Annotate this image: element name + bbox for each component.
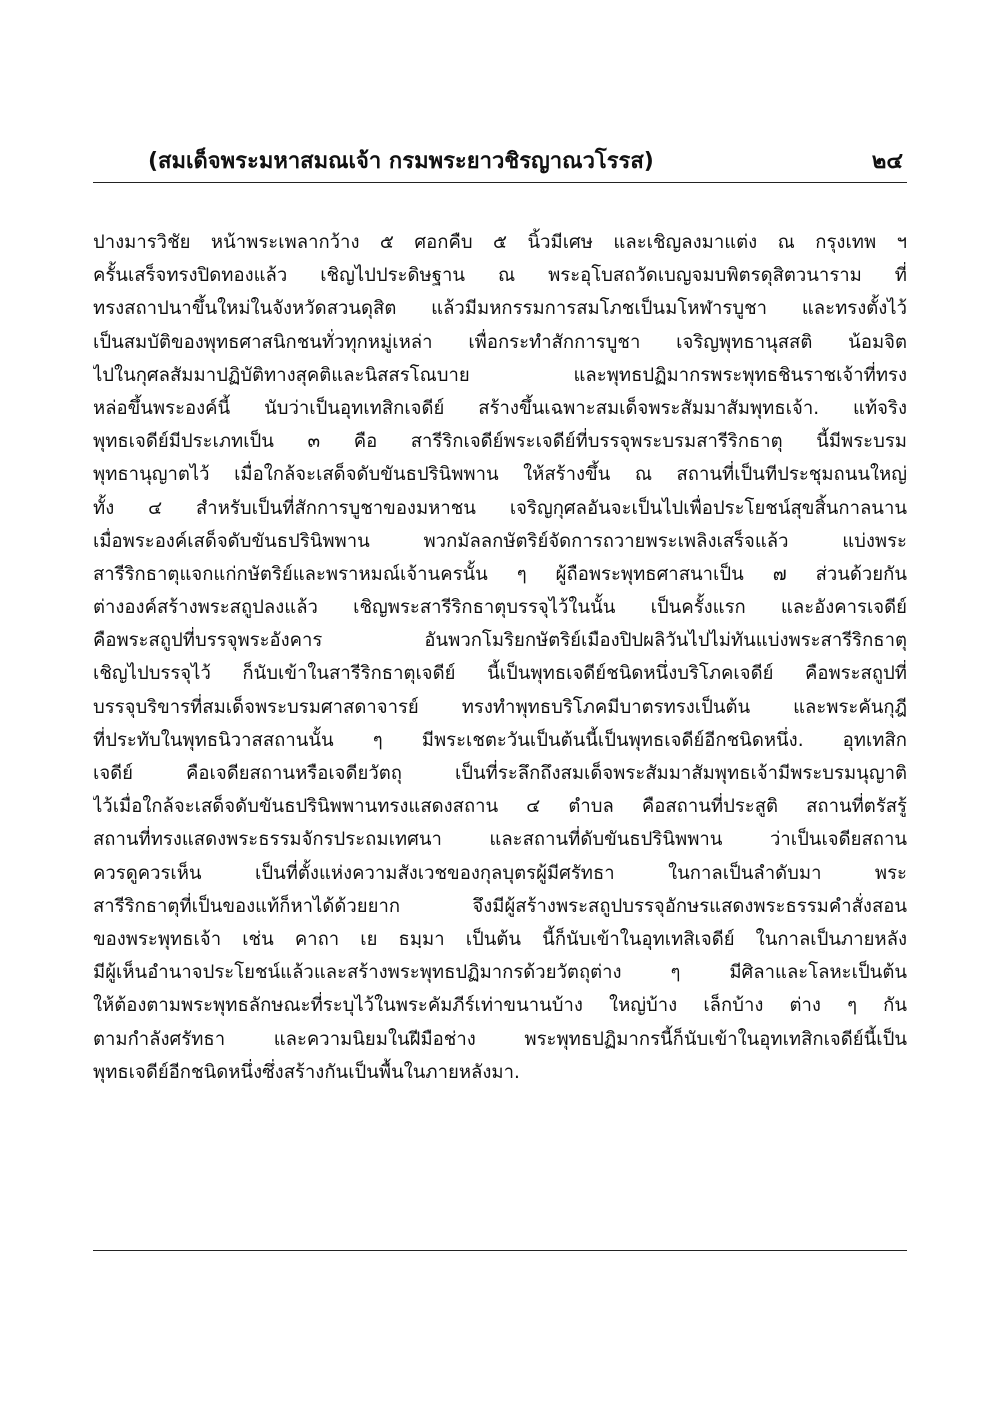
footer-divider <box>93 1250 907 1251</box>
text-line: ตามกำลังศรัทธา และความนิยมในฝีมือช่าง พระพุทธปฏิมากรนี้ก็นับเข้าในอุทเทสิกเจดีย์นี้เป็น <box>93 1028 907 1050</box>
text-line: หล่อขึ้นพระองค์นี้ นับว่าเป็นอุทเทสิกเจดีย์ สร้างขึ้นเฉพาะสมเด็จพระสัมมาสัมพุทธเจ้า. แท้จริง <box>93 397 907 419</box>
page-number: ๒๔ <box>871 149 903 174</box>
running-header-title: (สมเด็จพระมหาสมณเจ้า กรมพระยาวชิรญาณวโรรส) <box>148 149 654 174</box>
text-line: มีผู้เห็นอำนาจประโยชน์แล้วและสร้างพระพุทธปฏิมากรด้วยวัตถุต่าง ๆ มีศิลาและโลหะเป็นต้น <box>93 962 907 984</box>
text-line: ต่างองค์สร้างพระสถูปลงแล้ว เชิญพระสารีริกธาตุบรรจุไว้ในนั้น เป็นครั้งแรก และอังคารเจดีย์ <box>93 597 907 619</box>
text-line: คือพระสถูปที่บรรจุพระอังคาร อันพวกโมริยกษัตริย์เมืองปิปผลิวันไปไม่ทันแบ่งพระสารีริกธาตุ <box>93 630 907 652</box>
text-line: สารีริกธาตุแจกแก่กษัตริย์และพราหมณ์เจ้านครนั้น ๆ ผู้ถือพระพุทธศาสนาเป็น ๗ ส่วนด้วยกัน <box>93 563 907 585</box>
body-paragraph <box>93 226 907 1089</box>
text-line: สารีริกธาตุที่เป็นของแท้ก็หาได้ด้วยยาก จึงมีผู้สร้างพระสถูปบรรจุอักษรแสดงพระธรรมคำสั่งสอน <box>93 895 907 917</box>
text-line: ของพระพุทธเจ้า เช่น คาถา เย ธมฺมา เป็นต้น นี้ก็นับเข้าในอุทเทสิเจดีย์ ในกาลเป็นภายหลัง <box>93 928 907 950</box>
text-line: ครั้นเสร็จทรงปิดทองแล้ว เชิญไปประดิษฐาน ณ พระอุโบสถวัดเบญจมบพิตรดุสิตวนาราม ที่ <box>93 265 907 287</box>
text-line: เมื่อพระองค์เสด็จดับขันธปรินิพพาน พวกมัลลกษัตริย์จัดการถวายพระเพลิงเสร็จแล้ว แบ่งพระ <box>93 530 907 552</box>
text-line: เจดีย์ คือเจดียสถานหรือเจดียวัตถุ เป็นที่ระลึกถึงสมเด็จพระสัมมาสัมพุทธเจ้ามีพระบรมนุญาติ <box>93 763 907 784</box>
text-line: ทั้ง ๔ สำหรับเป็นที่สักการบูชาของมหาชน เจริญกุศลอันจะเป็นไปเพื่อประโยชน์สุขสิ้นกาลนาน <box>93 497 907 519</box>
text-line: พุทธานุญาตไว้ เมื่อใกล้จะเสด็จดับขันธปรินิพพาน ให้สร้างขึ้น ณ สถานที่เป็นทีประชุมถนนใหญ่ <box>93 464 907 486</box>
page-header <box>93 146 907 184</box>
text-line: พุทธเจดีย์มีประเภทเป็น ๓ คือ สารีริกเจดีย์พระเจดีย์ที่บรรจุพระบรมสารีริกธาตุ นี้มีพระบรม <box>93 431 907 453</box>
text-line: พุทธเจดีย์อีกชนิดหนึ่งซึ่งสร้างกันเป็นพื้นในภายหลังมา. <box>93 1061 520 1083</box>
text-line: ที่ประทับในพุทธนิวาสสถานนั้น ๆ มีพระเชตะวันเป็นต้นนี้เป็นพุทธเจดีย์อีกชนิดหนึ่ง. อุทเทสิก <box>93 729 907 751</box>
text-line: บรรจุบริขารที่สมเด็จพระบรมศาสดาจารย์ ทรงทำพุทธบริโภคมีบาตรทรงเป็นต้น และพระคันกุฎี <box>93 696 907 718</box>
text-line: ทรงสถาปนาขึ้นใหม่ในจังหวัดสวนดุสิต แล้วมีมหกรรมการสมโภชเป็นมโหฬารบูชา และทรงตั้งไว้ <box>93 298 907 320</box>
text-line: สถานที่ทรงแสดงพระธรรมจักรประถมเทศนา และสถานที่ดับขันธปรินิพพาน ว่าเป็นเจดียสถาน <box>93 829 907 851</box>
text-line: ปางมารวิชัย หน้าพระเพลากว้าง ๕ ศอกคืบ ๕ นิ้วมีเศษ และเชิญลงมาแต่ง ณ กรุงเทพ ฯ <box>93 232 907 253</box>
text-line: ให้ต้องตามพระพุทธลักษณะที่ระบุไว้ในพระคัมภีร์เท่าขนานบ้าง ใหญ่บ้าง เล็กบ้าง ต่าง ๆ กัน <box>93 995 907 1017</box>
header-divider <box>93 182 907 183</box>
text-line: เป็นสมบัติของพุทธศาสนิกชนทั่วทุกหมู่เหล่า เพื่อกระทำสักการบูชา เจริญพุทธานุสสติ น้อมจิต <box>93 331 907 353</box>
text-line: ควรดูควรเห็น เป็นที่ตั้งแห่งความสังเวชของกุลบุตรผู้มีศรัทธา ในกาลเป็นลำดับมา พระ <box>93 862 907 884</box>
text-line: เชิญไปบรรจุไว้ ก็นับเข้าในสารีริกธาตุเจดีย์ นี้เป็นพุทธเจดีย์ชนิดหนึ่งบริโภคเจดีย์ คือพระสถูปที่ <box>93 663 907 685</box>
text-line: ไว้เมื่อใกล้จะเสด็จดับขันธปรินิพพานทรงแสดงสถาน ๔ ตำบล คือสถานที่ประสูติ สถานที่ตรัสรู้ <box>93 796 907 818</box>
text-line: ไปในกุศลสัมมาปฏิบัติทางสุคติและนิสสรโณบาย และพุทธปฏิมากรพระพุทธชินราชเจ้าที่ทรง <box>93 364 907 386</box>
